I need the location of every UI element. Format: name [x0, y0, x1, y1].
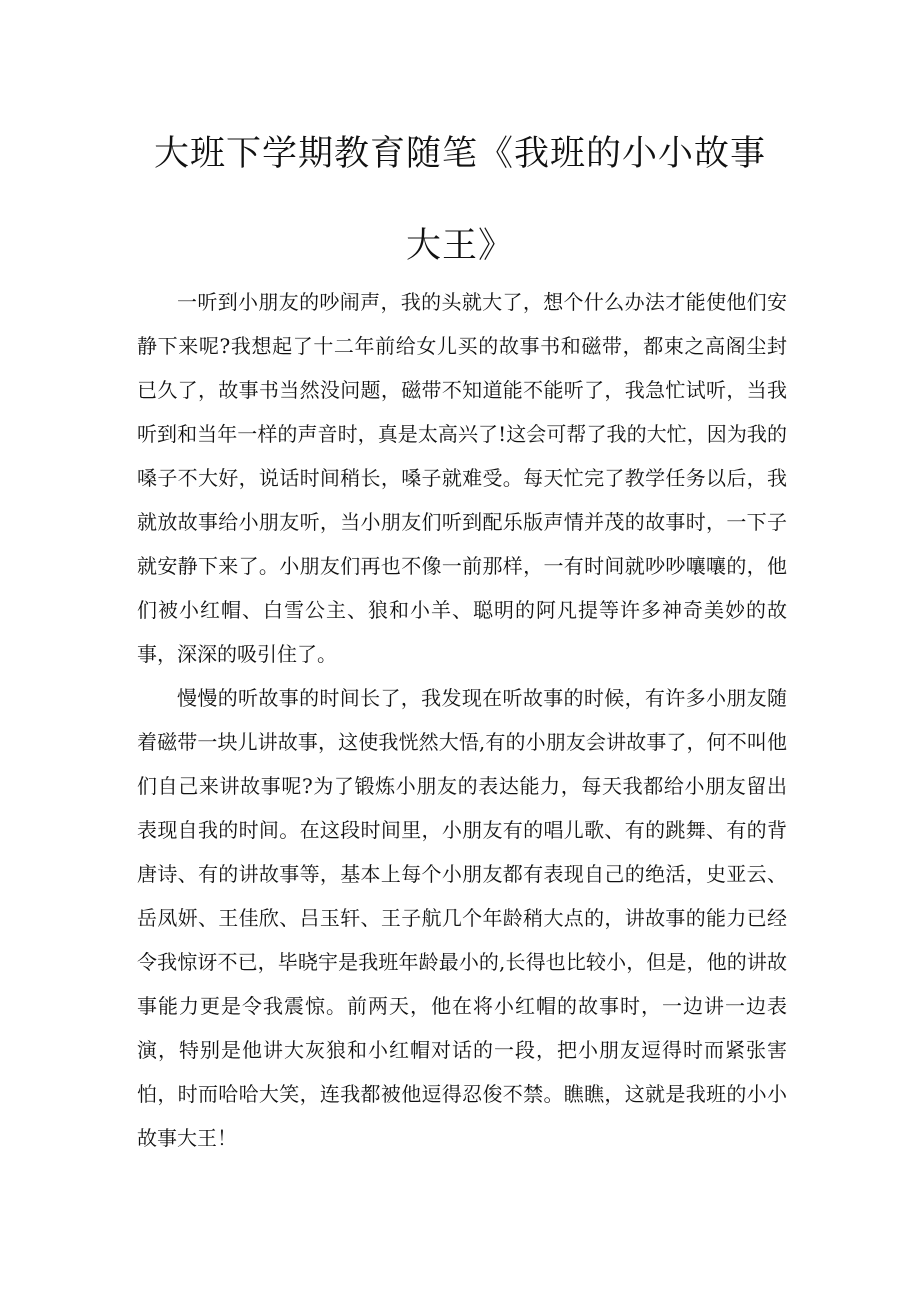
document-body [137, 280, 787, 1160]
paragraph: 慢慢的听故事的时间长了，我发现在听故事的时候，有许多小朋友随着磁带一块儿讲故事，这使我恍然大悟,有的小朋友会讲故事了，何不叫他们自己来讲故事呢?为了锻炼小朋友的表达能力，每天我都给小朋友留出表现自我的时间。在这段时间里，小朋友有的唱儿歌、有的跳舞、有的背唐诗、有的讲故事等，基本上每个小朋友都有表现自己的绝活，史亚云、岳凤妍、王佳欣、吕玉轩、王子航几个年龄稍大点的，讲故事的能力已经令我惊讶不已，毕晓宇是我班年龄最小的,长得也比较小，但是，他的讲故事能力更是令我震惊。前两天，他在将小红帽的故事时，一边讲一边表演，特别是他讲大灰狼和小红帽对话的一段，把小朋友逗得时而紧张害怕，时而哈哈大笑，连我都被他逗得忍俊不禁。瞧瞧，这就是我班的小小故事大王！ [137, 686, 787, 1150]
paragraph: 一听到小朋友的吵闹声，我的头就大了，想个什么办法才能使他们安静下来呢?我想起了十二年前给女儿买的故事书和磁带，都束之高阁尘封已久了，故事书当然没问题，磁带不知道能不能听了，我急忙试听，当我听到和当年一样的声音时，真是太高兴了!这会可帮了我的大忙，因为我的嗓子不大好，说话时间稍长，嗓子就难受。每天忙完了教学任务以后，我就放故事给小朋友听，当小朋友们听到配乐版声情并茂的故事时，一下子就安静下来了。小朋友们再也不像一前那样，一有时间就吵吵嚷嚷的，他们被小红帽、白雪公主、狼和小羊、聪明的阿凡提等许多神奇美妙的故事，深深的吸引住了。 [137, 290, 787, 666]
document-title: 大班下学期教育随笔《我班的小小故事大王》 [153, 134, 766, 266]
